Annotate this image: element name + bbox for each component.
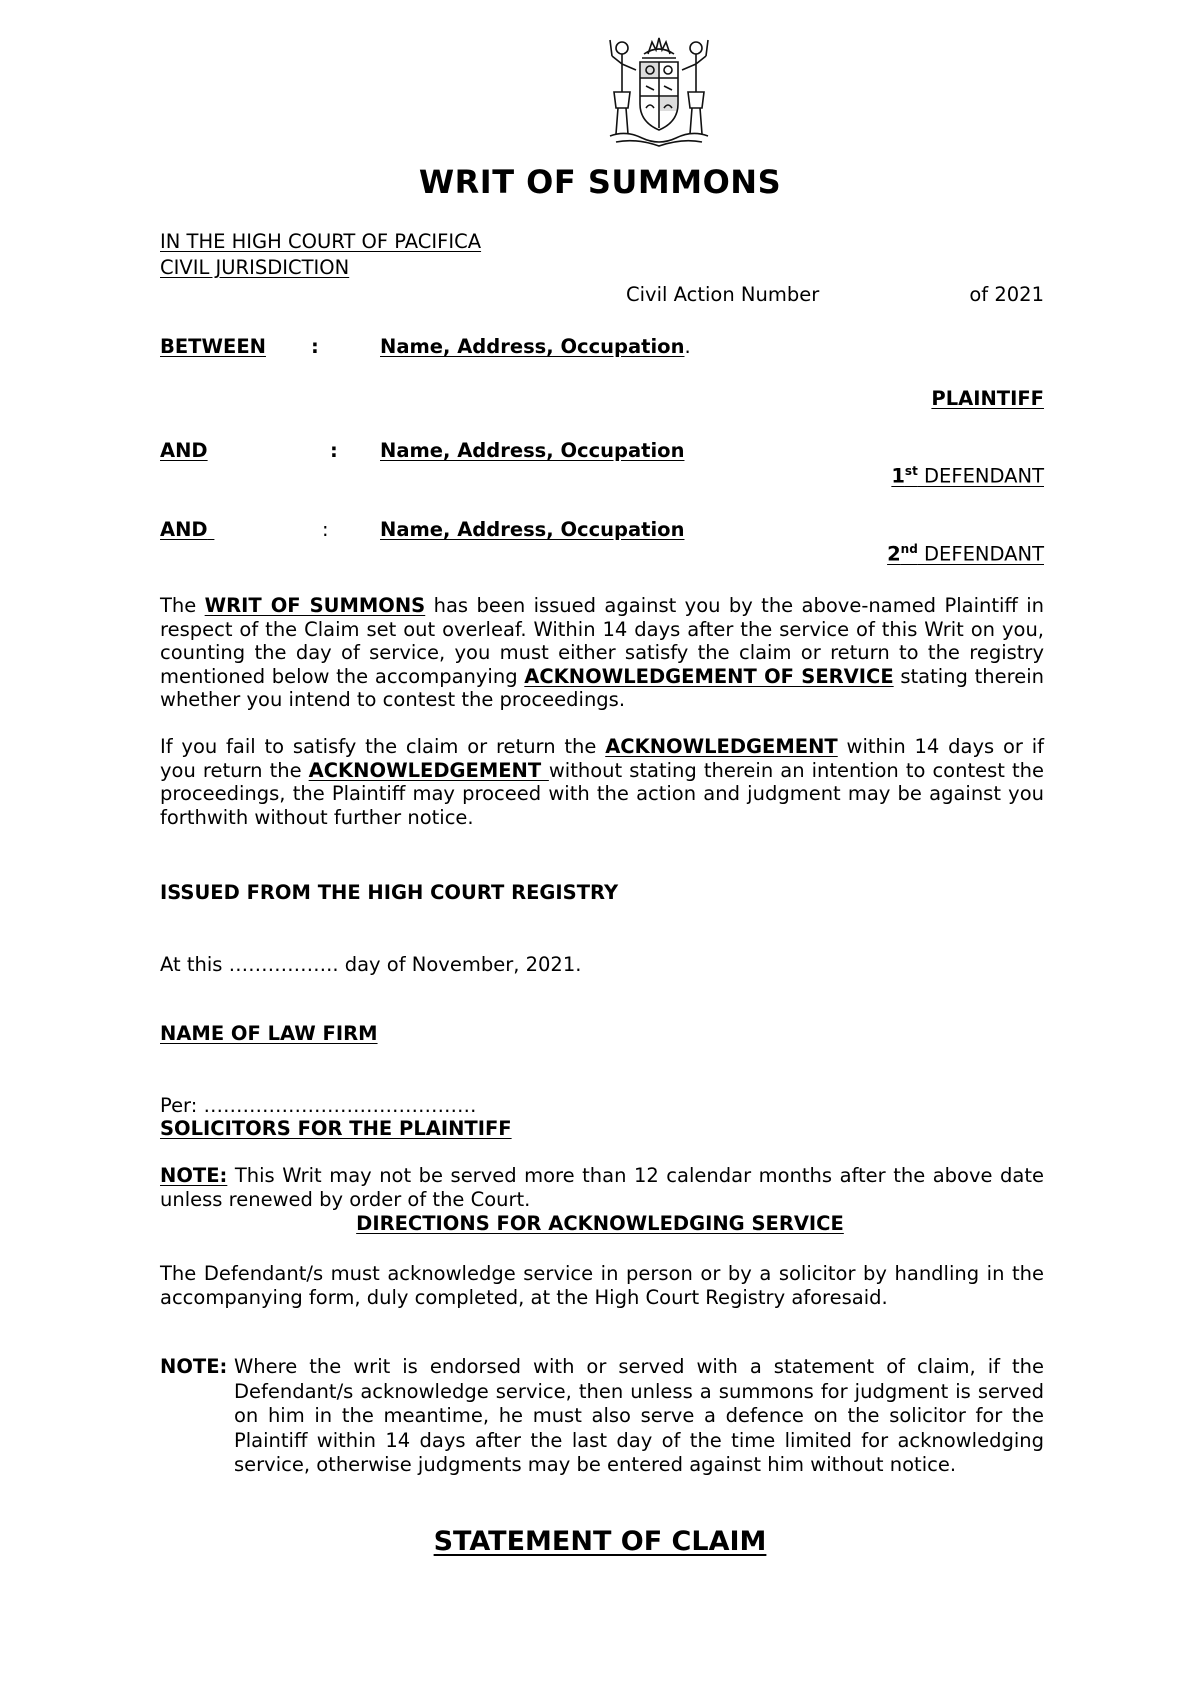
solicitors-label: SOLICITORS FOR THE PLAINTIFF	[160, 1117, 512, 1140]
note-validity	[160, 1164, 1044, 1211]
plaintiff-name: Name, Address, Occupation	[380, 335, 685, 358]
statement-of-claim-heading: STATEMENT OF CLAIM	[433, 1526, 767, 1557]
plaintiff-role: PLAINTIFF	[931, 387, 1044, 410]
defendant1-role	[891, 464, 1044, 488]
writ-paragraph-2	[160, 735, 1044, 829]
note1-label: NOTE:	[160, 1164, 228, 1187]
note1-text: This Writ may not be served more than 12 calendar months after the above date unless renewed by order of the Court.	[160, 1164, 1044, 1211]
per-signature-line: Per: ……………………………………	[160, 1094, 477, 1117]
jurisdiction: CIVIL JURISDICTION	[160, 256, 350, 279]
p2-ack-term-1: ACKNOWLEDGEMENT	[605, 735, 838, 758]
defendant1-number: 1	[891, 464, 905, 488]
defendant1-role-label: DEFENDANT	[924, 464, 1044, 488]
and-colon-1: :	[330, 439, 338, 462]
defendant1-name: Name, Address, Occupation	[380, 439, 685, 462]
court-name: IN THE HIGH COURT OF PACIFICA	[160, 230, 482, 253]
and-colon-2: :	[322, 518, 329, 541]
civil-action-label: Civil Action Number	[626, 283, 820, 306]
p1-ack-service-term: ACKNOWLEDGEMENT OF SERVICE	[524, 664, 894, 688]
note-defence	[160, 1355, 1044, 1505]
p2-text-c: within 14 days or if you return the	[160, 735, 1044, 782]
writ-paragraph-1	[160, 594, 1044, 712]
p1-text-c: has been issued against you by the above-named Plaintiff in respect of the Claim set out overleaf. Within 14 days after the service of this Writ on you, counting the day of service, you must either satisfy the claim or return to the registry mentioned below the accompanying	[160, 594, 1045, 688]
and-label-1: AND	[160, 439, 208, 462]
between-colon: :	[311, 335, 319, 358]
issued-heading: ISSUED FROM THE HIGH COURT REGISTRY	[160, 881, 619, 904]
document-title: WRIT OF SUMMONS	[418, 163, 782, 201]
p2-text-e: without stating therein an intention to contest the proceedings, the Plaintiff may proceed with the action and judgment may be against you forthwith without further notice.	[160, 758, 1044, 829]
note2-text: Where the writ is endorsed with or served with a statement of claim, if the Defendant/s acknowledge service, then unless a summons for judgment is served on him in the meantime, he must also serve a defence on the solicitor for the Plaintiff within 14 days after the last day of the time limited for acknowledging service, otherwise judgments may be entered against him without notice.	[234, 1355, 1044, 1476]
directions-text: The Defendant/s must acknowledge service in person or by a solicitor by handling in the accompanying form, duly completed, at the High Court Registry aforesaid.	[160, 1262, 1044, 1309]
plaintiff-details	[380, 335, 691, 358]
defendant2-role-label: DEFENDANT	[924, 542, 1044, 566]
p2-text-a: If you fail to satisfy the claim or return the	[160, 735, 606, 758]
p1-writ-term: WRIT OF SUMMONS	[204, 594, 426, 617]
defendant2-ordinal: nd	[900, 542, 918, 556]
defendant2-name: Name, Address, Occupation	[380, 518, 685, 541]
civil-action-year: of 2021	[969, 283, 1044, 306]
p1-text-a: The	[160, 594, 205, 617]
p2-ack-term-2: ACKNOWLEDGEMENT	[308, 758, 549, 782]
and-label-2	[160, 518, 214, 541]
defendant2-number: 2	[887, 542, 901, 566]
directions-paragraph	[160, 1262, 1044, 1309]
issue-date-line: At this …………….. day of November, 2021.	[160, 953, 582, 976]
law-firm-name: NAME OF LAW FIRM	[160, 1022, 378, 1045]
defendant2-role	[887, 542, 1044, 566]
between-label: BETWEEN	[160, 335, 266, 358]
and-label-2-text: AND	[160, 518, 208, 541]
p1-text-e: stating therein whether you intend to contest the proceedings.	[160, 664, 1044, 711]
coat-of-arms-icon	[606, 34, 712, 150]
plaintiff-period: .	[684, 335, 691, 358]
note2-label: NOTE:	[160, 1355, 228, 1378]
defendant1-ordinal: st	[904, 464, 918, 478]
directions-heading: DIRECTIONS FOR ACKNOWLEDGING SERVICE	[356, 1212, 844, 1235]
